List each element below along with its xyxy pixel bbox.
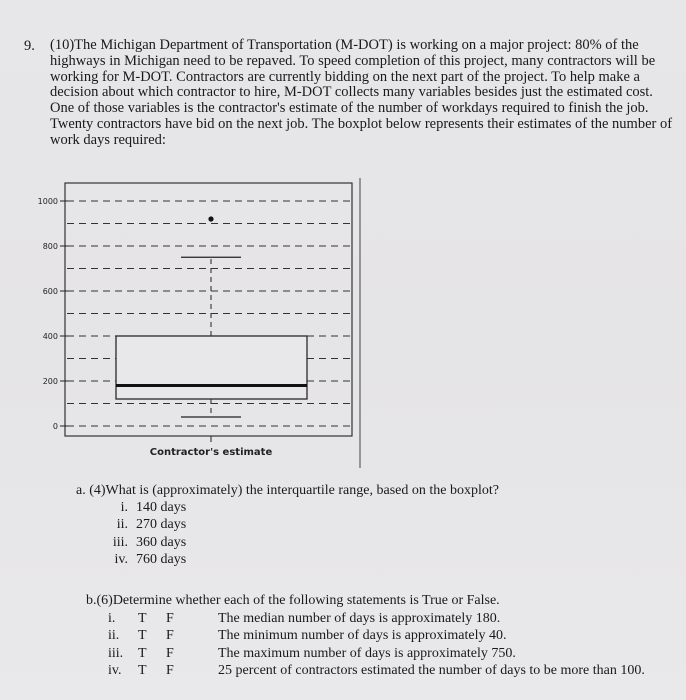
part-b-prompt: b.(6)Determine whether each of the following statements is True or False.: [86, 593, 500, 608]
part-b-statement: [86, 662, 676, 680]
false-choice[interactable]: F: [166, 663, 174, 679]
false-choice[interactable]: F: [166, 610, 174, 626]
part-b-statement: [86, 645, 676, 663]
part-b-statement: [86, 627, 676, 645]
question-text: (10)The Michigan Department of Transportation (M-DOT) is working on a major project: 80% of the highways in Michigan need to be repaved. To speed completion of this project, many contractors will be working for M-DOT. Contractors are currently bidding on the next part of the project. To help make a decision about which contractor to hire, M-DOT collects many variables besides just the estimated cost. One of those variables is the contractor's estimate of the number of workdays required to finish the job. Twenty contractors have bid on the next job. The boxplot below represents their estimates of the number of work days required:: [50, 37, 673, 148]
iqr-box: [116, 336, 307, 399]
boxplot-svg: [30, 178, 370, 468]
true-choice[interactable]: T: [138, 645, 147, 661]
true-choice[interactable]: T: [138, 628, 147, 644]
part-a-prompt: a. (4)What is (approximately) the interquartile range, based on the boxplot?: [76, 483, 499, 498]
x-axis-label: Contractor's estimate: [149, 447, 273, 458]
y-tick-label: 1000: [37, 197, 58, 206]
statement-number: ii.: [108, 628, 120, 644]
statement-number: iv.: [108, 663, 122, 679]
statement-text: The minimum number of days is approximately 40.: [218, 628, 507, 644]
statement-number: i.: [108, 610, 116, 626]
statement-text: The median number of days is approximately 180.: [218, 610, 501, 626]
true-choice[interactable]: T: [138, 610, 147, 626]
option-text: 140 days: [136, 500, 187, 516]
y-tick-label: 0: [52, 422, 58, 431]
part-a: [76, 482, 656, 568]
option-text: 360 days: [136, 534, 187, 550]
option-number: i.: [120, 500, 128, 516]
part-a-option: [76, 551, 656, 568]
false-choice[interactable]: F: [166, 645, 174, 661]
y-tick-label: 400: [42, 332, 58, 341]
question-number: 9.: [24, 38, 35, 54]
outlier-point: [208, 216, 213, 221]
option-number: ii.: [116, 517, 128, 533]
option-text: 760 days: [136, 551, 187, 567]
y-tick-label: 200: [42, 377, 58, 386]
part-a-option: [76, 516, 656, 533]
boxplot-chart: [30, 178, 370, 468]
statement-text: 25 percent of contractors estimated the number of days to be more than 100.: [218, 663, 645, 679]
part-b: [86, 592, 676, 680]
statement-number: iii.: [108, 645, 124, 661]
option-number: iii.: [112, 534, 128, 550]
true-choice[interactable]: T: [138, 663, 147, 679]
part-a-option: [76, 499, 656, 516]
part-a-option: [76, 534, 656, 551]
option-number: iv.: [114, 551, 128, 567]
y-tick-label: 600: [42, 287, 58, 296]
option-text: 270 days: [136, 517, 187, 533]
part-b-statement: [86, 610, 676, 628]
y-tick-label: 800: [42, 242, 58, 251]
false-choice[interactable]: F: [166, 628, 174, 644]
statement-text: The maximum number of days is approximately 750.: [218, 645, 516, 661]
